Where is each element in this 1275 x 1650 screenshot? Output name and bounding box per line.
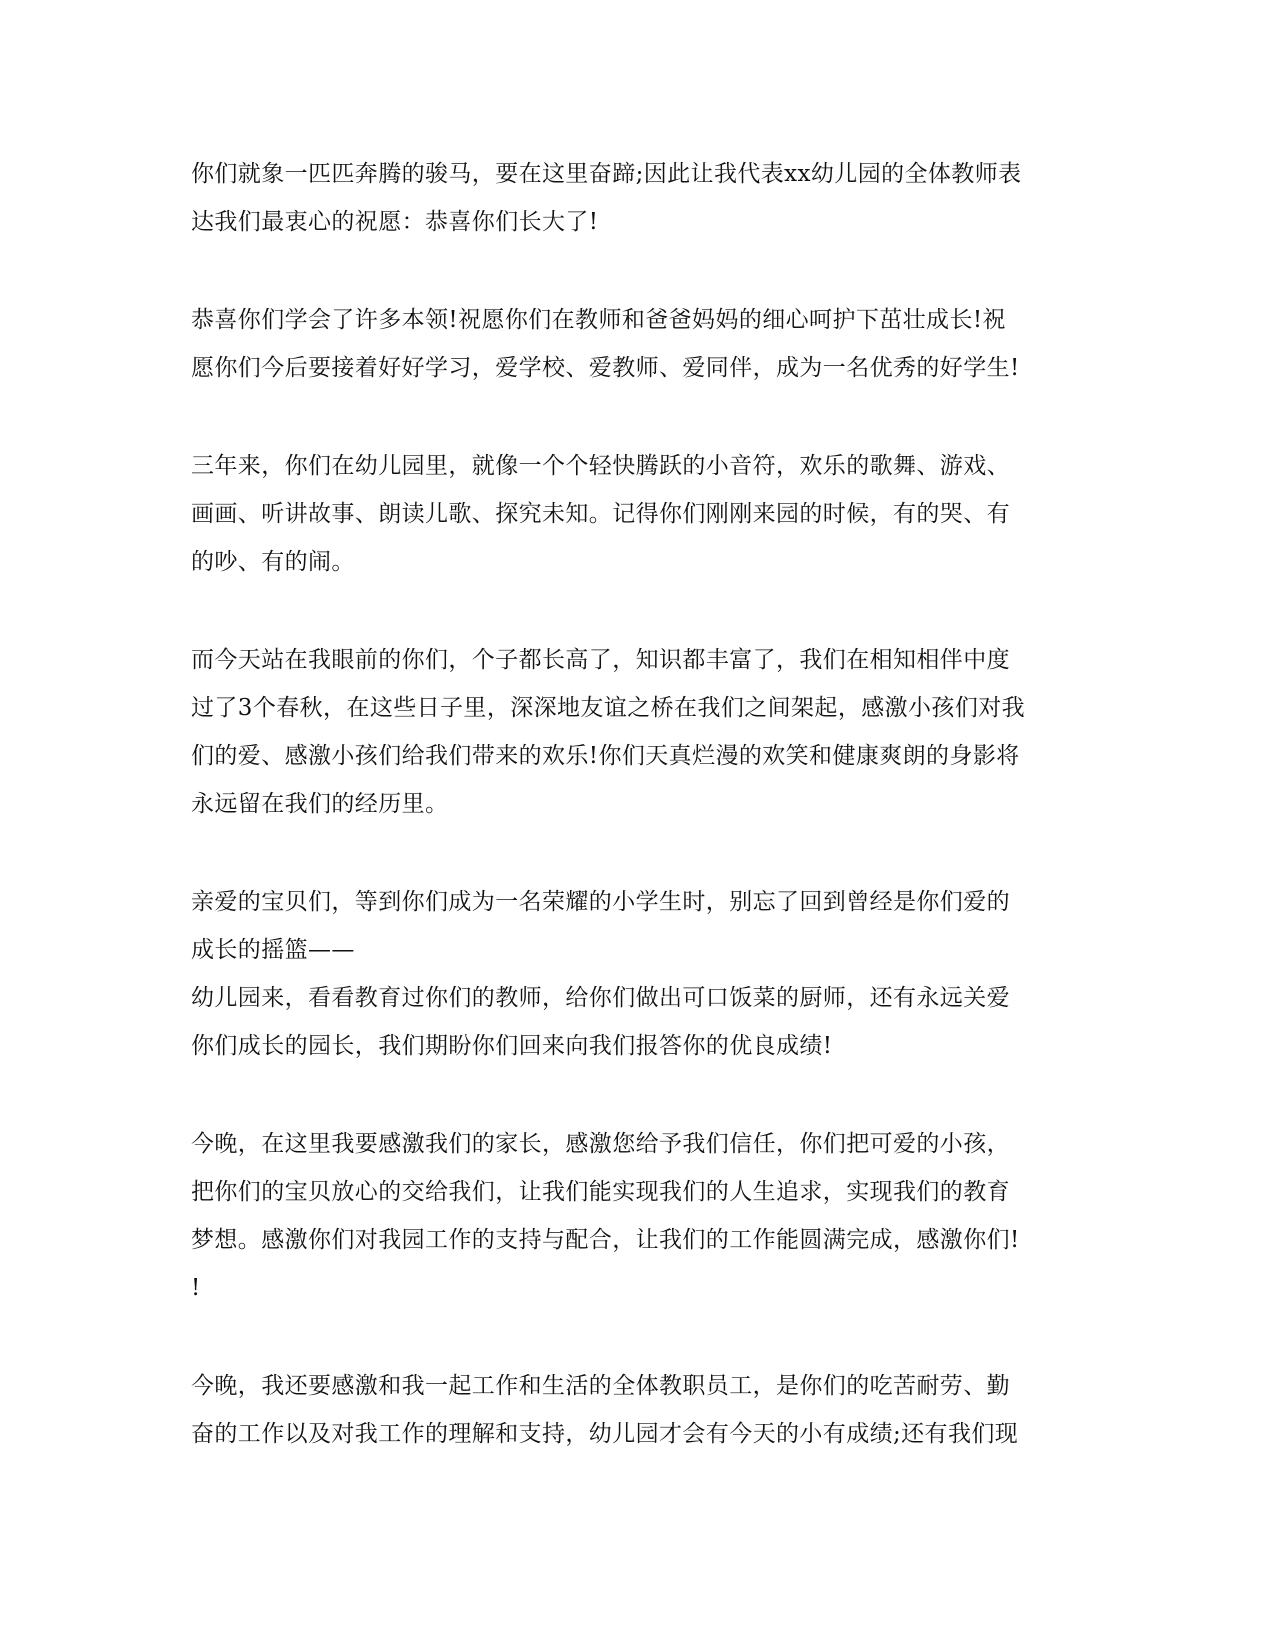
text-line: 成长的摇篮——	[191, 937, 355, 963]
paragraph-3	[191, 442, 1091, 586]
text-line: 亲爱的宝贝们，等到你们成为一名荣耀的小学生时，别忘了回到曾经是你们爱的	[191, 889, 1010, 915]
text-line: 而今天站在我眼前的你们，个子都长高了，知识都丰富了，我们在相知相伴中度	[191, 647, 1010, 673]
text-line: 今晚，在这里我要感激我们的家长，感激您给予我们信任，你们把可爱的小孩，	[191, 1131, 1010, 1157]
text-line: 把你们的宝贝放心的交给我们，让我们能实现我们的人生追求，实现我们的教育	[191, 1179, 1010, 1205]
text-line: 奋的工作以及对我工作的理解和支持，幼儿园才会有今天的小有成绩;还有我们现	[191, 1421, 1019, 1447]
paragraph-5	[191, 878, 1091, 1070]
text-line: 你们成长的园长，我们期盼你们回来向我们报答你的优良成绩!	[191, 1033, 833, 1059]
text-line: 梦想。感激你们对我园工作的支持与配合，让我们的工作能圆满完成，感激你们!	[191, 1227, 1020, 1253]
text-line: 们的爱、感激小孩们给我们带来的欢乐!你们天真烂漫的欢笑和健康爽朗的身影将	[191, 743, 1020, 769]
text-line: 永远留在我们的经历里。	[191, 791, 449, 817]
text-line: 的吵、有的闹。	[191, 549, 355, 575]
paragraph-6	[191, 1120, 1091, 1312]
paragraph-4	[191, 636, 1091, 828]
text-line: 今晚，我还要感激和我一起工作和生活的全体教职员工，是你们的吃苦耐劳、勤	[191, 1373, 1010, 1399]
document-body	[191, 150, 1091, 1508]
paragraph-1	[191, 150, 1091, 246]
paragraph-7	[191, 1362, 1091, 1458]
text-line: 画画、听讲故事、朗读儿歌、探究未知。记得你们刚刚来园的时候，有的哭、有	[191, 501, 1010, 527]
paragraph-2	[191, 296, 1091, 392]
text-line: 达我们最衷心的祝愿：恭喜你们长大了!	[191, 209, 599, 235]
text-line: 你们就象一匹匹奔腾的骏马，要在这里奋蹄;因此让我代表xx幼儿园的全体教师表	[191, 161, 1022, 187]
text-line: 幼儿园来，看看教育过你们的教师，给你们做出可口饭菜的厨师，还有永远关爱	[191, 985, 1010, 1011]
text-line: 三年来，你们在幼儿园里，就像一个个轻快腾跃的小音符，欢乐的歌舞、游戏、	[191, 453, 1010, 479]
text-line: 愿你们今后要接着好好学习，爱学校、爱教师、爱同伴，成为一名优秀的好学生!	[191, 355, 1020, 381]
text-line: 恭喜你们学会了许多本领!祝愿你们在教师和爸爸妈妈的细心呵护下茁壮成长!祝	[191, 307, 1006, 333]
text-line: 过了3个春秋，在这些日子里，深深地友谊之桥在我们之间架起，感激小孩们对我	[191, 695, 1026, 721]
text-line: !	[191, 1275, 201, 1301]
